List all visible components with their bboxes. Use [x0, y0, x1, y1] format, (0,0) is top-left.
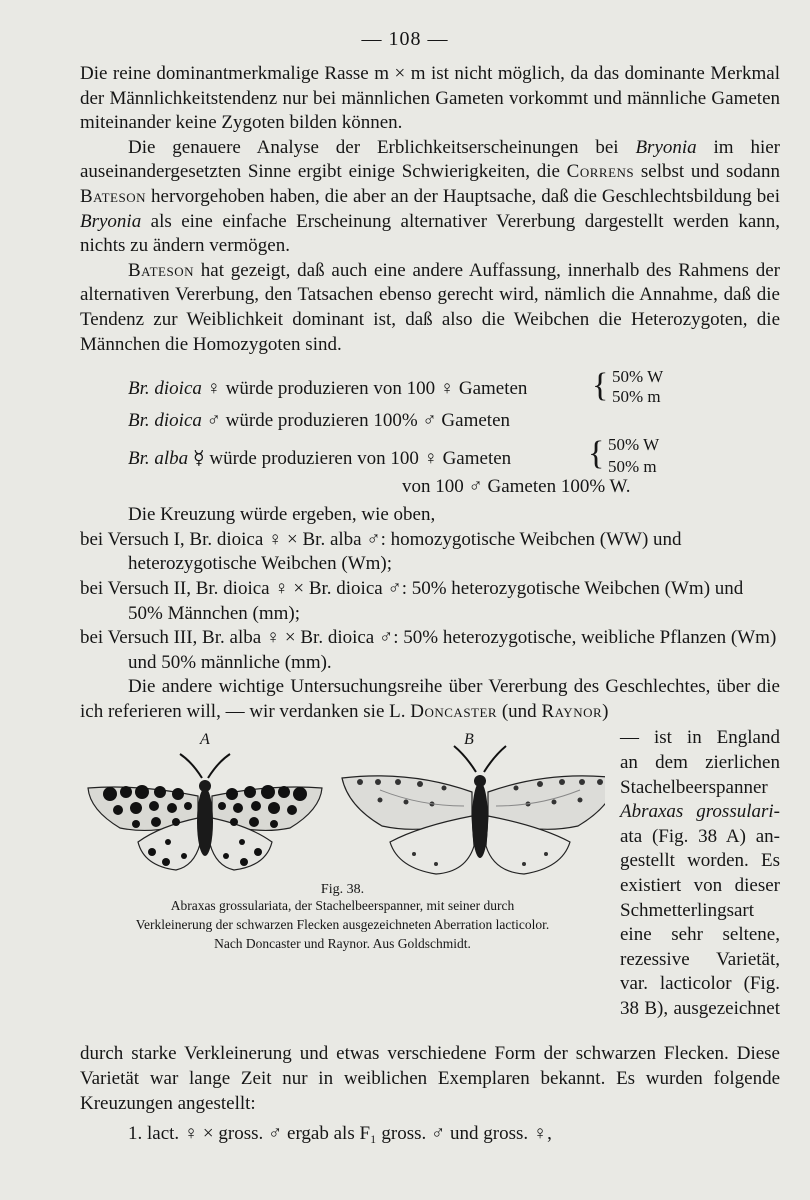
figure-number: Fig. 38. [320, 882, 365, 898]
side-line: ata (Fig. 38 A) an- [620, 825, 780, 847]
figure-caption [80, 896, 605, 953]
formula-r1-w: 50% W [612, 367, 664, 387]
versuch-3: bei Versuch III, Br. alba ♀ × Br. dioica ♂: 50% heterozygotische, weibliche Pflanzen (Wm) und 50% männliche (mm). [80, 627, 777, 673]
formula-row-2: Br. dioica ♂ würde produzieren 100% ♂ Gameten [128, 410, 511, 432]
side-line: Abraxas grossulari- [620, 801, 780, 823]
author-bateson: Bateson [80, 185, 147, 207]
figure-area [80, 726, 780, 1042]
side-line: Schmetterlingsart [620, 899, 755, 921]
paragraph-3: Bateson hat gezeigt, daß auch eine andere Auffassung, innerhalb des Rahmens der alternativen Vererbung, den Tatsachen ebenso gerecht wird, nämlich die Annahme, daß die Tendenz zur Weiblichkeit dominant ist, daß also die Weibchen die Heterozygoten, die Männchen die Homozygoten sind. [80, 259, 780, 355]
side-line: an dem zierlichen [620, 752, 780, 774]
moth-b-lacticolor [342, 746, 605, 874]
side-line: 38 B), ausgezeichnet [620, 998, 780, 1019]
paragraph-5: Die andere wichtige Untersuchungsreihe über Vererbung des Geschlechtes, über die ich referieren will, — wir verdanken sie L. Doncaster (und Raynor) [80, 676, 780, 722]
side-line: gestellt worden. Es [620, 850, 780, 872]
paragraph-1: Die reine dominantmerkmalige Rasse m × m ist nicht möglich, da das dominante Merkmal der Männlichkeitstendenz nur bei männlichen Gameten vorkommt und männliche Gameten miteinander keine Zygoten bilden können. [80, 63, 780, 134]
main-text [80, 62, 780, 1147]
caption-line-1: Abraxas grossulariata, der Stachelbeerspanner, mit seiner durch [170, 898, 515, 914]
figure-38 [80, 726, 605, 1042]
formula-r3-w: 50% W [608, 435, 660, 455]
side-line: var. lacticolor (Fig. [620, 973, 780, 995]
author-bateson: Bateson [128, 259, 195, 281]
versuch-1: bei Versuch I, Br. dioica ♀ × Br. alba ♂: homozygotische Weibchen (WW) und heterozygotische Weibchen (Wm); [80, 528, 682, 575]
paragraph-2: Die genauere Analyse der Erblichkeitserscheinungen bei Bryonia im hier auseinandergesetzten Sinne ergibt einige Schwierigkeiten, die Correns selbst und sodann Bateson hervorgehoben haben, die aber an der Hauptsache, daß die Geschlechtsbildung bei Bryonia als eine einfache Erscheinung alternativer Vererbung dargestellt werden kann, nichts zu ändern vermögen. [80, 136, 780, 257]
formula-row-4: von 100 ♂ Gameten 100% W. [402, 476, 631, 498]
paragraph-4: Die Kreuzung würde ergeben, wie oben, [128, 504, 436, 526]
author-correns: Correns [566, 161, 635, 183]
paragraph-6: durch starke Verkleinerung und etwas verschiedene Form der schwarzen Flecken. Diese Varietät war lange Zeit nur in weiblichen Exemplaren bekannt. Es wurden folgende Kreuzungen angestellt: [80, 1043, 780, 1114]
moth-a-grossulariata [88, 754, 322, 870]
versuch-2: bei Versuch II, Br. dioica ♀ × Br. dioica ♂: 50% heterozygotische Weibchen (Wm) und 50% Männchen (mm); [80, 577, 744, 624]
side-text [620, 726, 780, 1021]
side-line: — ist in England [620, 727, 780, 749]
brace: { [592, 367, 609, 405]
side-line: eine sehr seltene, [620, 924, 780, 946]
formula-row-3: Br. alba ☿ würde produzieren von 100 ♀ Gameten [128, 448, 512, 470]
gamete-formula [80, 361, 780, 498]
page-number: — 108 — [361, 28, 449, 50]
caption-line-2: Verkleinerung der schwarzen Flecken ausgezeichneten Aberration lacticolor. [135, 917, 550, 933]
crossing-item-1: 1. lact. ♀ × gross. ♂ ergab als F₁ gross. ♂ und gross. ♀, [128, 1123, 552, 1145]
brace: { [588, 435, 605, 473]
caption-line-3: Nach Doncaster und Raynor. Aus Goldschmidt. [214, 936, 471, 952]
side-line: Stachelbeerspanner [620, 776, 768, 798]
moth-illustrations [80, 726, 605, 876]
side-line: rezessive Varietät, [620, 948, 780, 970]
formula-r3-m: 50% m [608, 457, 657, 477]
figure-label-a: A [200, 731, 210, 749]
formula-row-1: Br. dioica ♀ würde produzieren von 100 ♀ Gameten [128, 378, 528, 400]
figure-label-b: B [464, 731, 474, 749]
formula-r1-m: 50% m [612, 387, 661, 407]
side-line: existiert von dieser [620, 875, 780, 897]
